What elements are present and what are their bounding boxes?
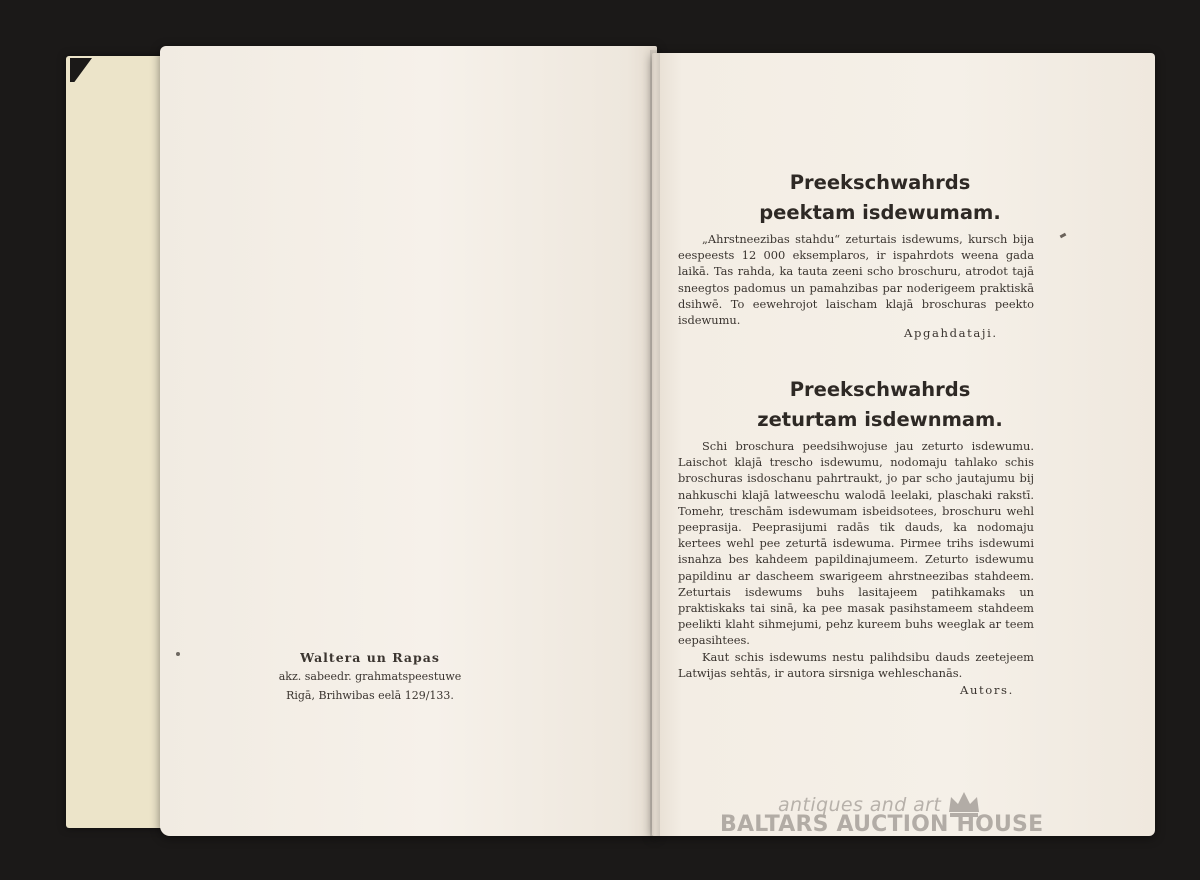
- printer-imprint: [240, 648, 500, 705]
- preface5-body: [678, 231, 1034, 328]
- preface4-signature: Autors.: [960, 683, 1014, 697]
- preface5-title: [700, 168, 1060, 228]
- auction-watermark: [720, 788, 1120, 848]
- preface5-paragraph: „Ahrstneezibas stahdu“ zeturtais isdewums, kursch bija eespeests 12 000 eksemplaros, ir ispahrdots weena gada laikā. Tas rahda, ka tauta zeeni scho broschuru, atrodot tajā sneegtos padomus un pamahzibas par noderigeem praktiskā dsihwē. To eewehrojot laischam klajā broschuras peekto isdewumu.: [678, 232, 1034, 328]
- printer-address: Rigā, Brihwibas eelā 129/133.: [286, 689, 454, 702]
- watermark-tagline: antiques and art: [778, 794, 942, 816]
- preface4-title-line1: Preekschwahrds: [789, 378, 971, 401]
- preface4-title: [700, 375, 1060, 435]
- preface4-title-line2: zeturtam isdewnmam.: [757, 408, 1003, 431]
- printer-name: Waltera un Rapas: [300, 650, 440, 665]
- watermark-house-name: BALTARS AUCTION HOUSE: [720, 812, 1044, 837]
- book-gutter: [650, 50, 660, 836]
- paper-speck: [176, 652, 180, 656]
- preface4-body: [678, 438, 1034, 681]
- preface4-paragraph-2: Kaut schis isdewums nestu palihdsibu dauds zeetejeem Latwijas sehtās, ir autora sirsniga wehleschanās.: [678, 649, 1034, 680]
- preface5-signature: Apgahdataji.: [904, 326, 998, 340]
- preface5-title-line1: Preekschwahrds: [789, 171, 971, 194]
- printer-company: akz. sabeedr. grahmatspeestuwe: [278, 670, 462, 683]
- preface4-paragraph-1: Schi broschura peedsihwojuse jau zeturto isdewumu. Laischot klajā trescho isdewumu, nodomaju tahlako schis broschuras isdoschanu pahrtraukt, jo par scho jautajumu bij nahkuschi klajā latweeschu walodā leelaki, plaschaki rakstī. Tomehr, treschām isdewumam isbeidsotees, broschuru wehl peeprasija. Peeprasijumi radās tik dauds, ka nodomaju kertees wehl pee zeturtā isdewuma. Pirmee trihs isdewumi isnahza bes kahdeem papildinajumeem. Zeturto isdewumu papildinu ar dascheem swarigeem ahrstneezibas stahdeem. Zeturtais isdewums buhs lasitajeem patihkamaks un praktiskaks tai sinā, ka pee masak pasihstameem stahdeem peelikti klaht sihmejumi, pehz kureem buhs weeglak ar teem eepasihtees.: [678, 439, 1034, 648]
- preface5-title-line2: peektam isdewumam.: [759, 201, 1001, 224]
- left-page: [160, 46, 657, 836]
